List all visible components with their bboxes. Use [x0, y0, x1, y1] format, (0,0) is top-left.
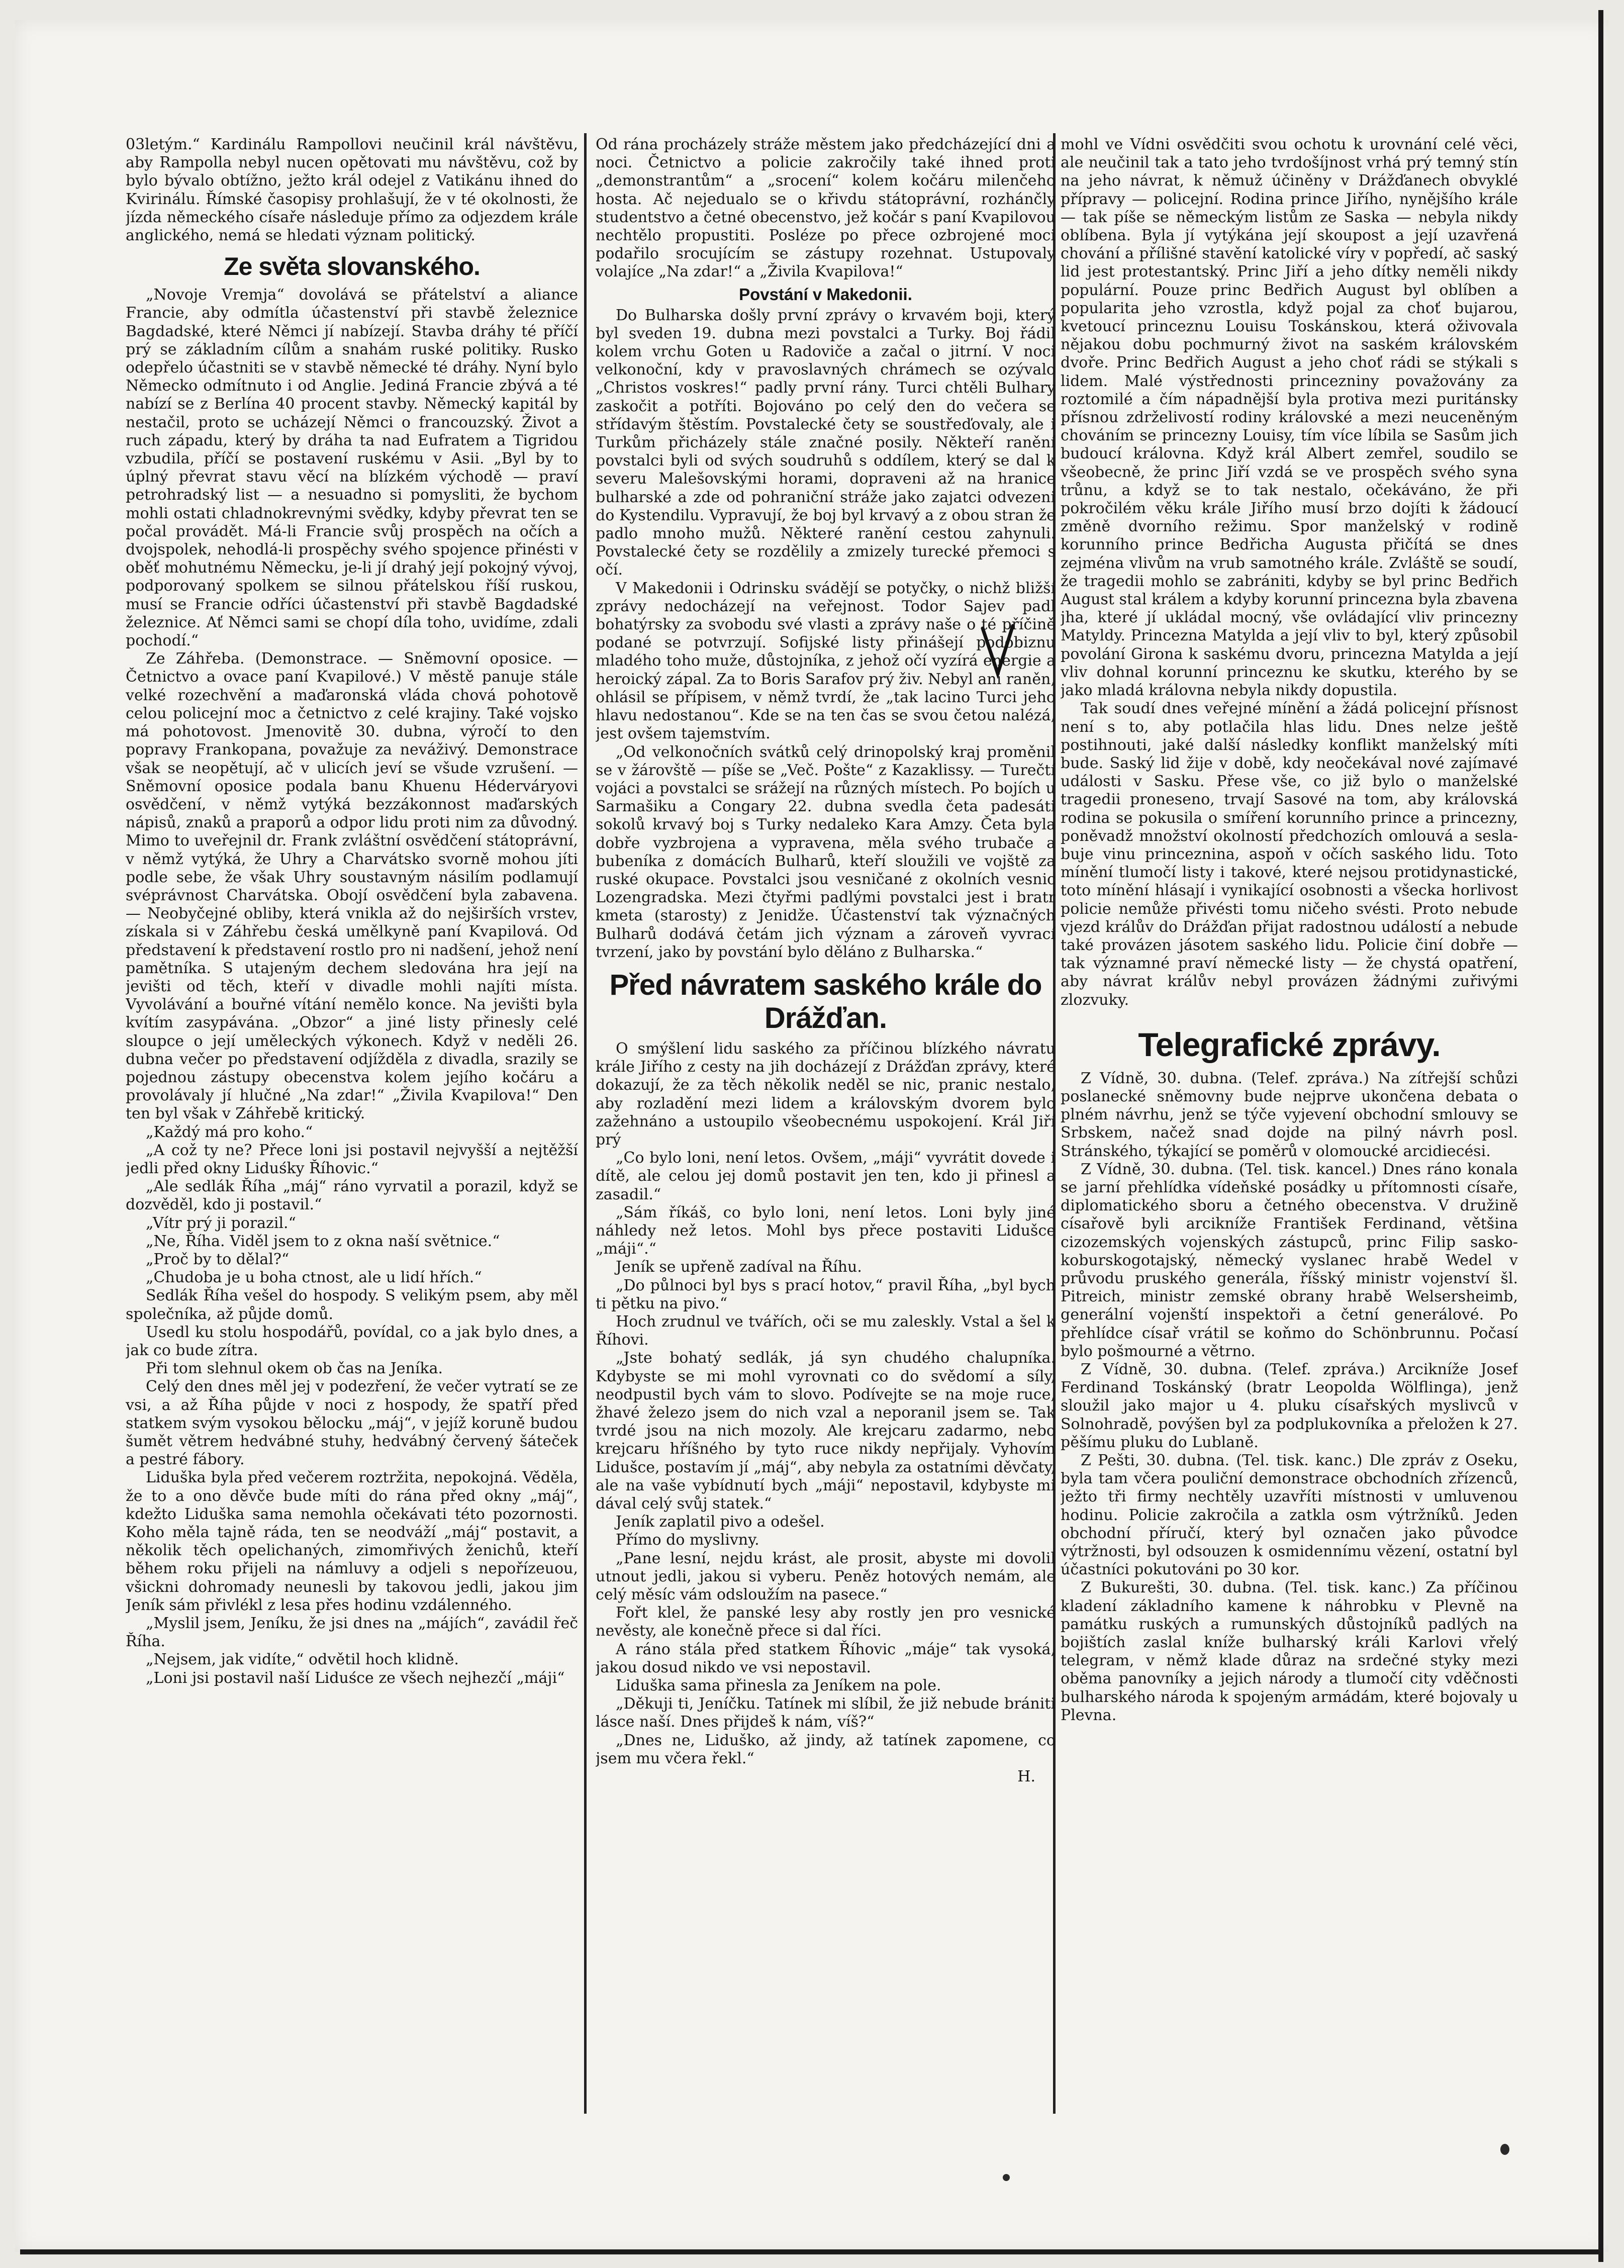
rampolla-paragraph: 03letým.“ Kardinálu Rampollovi neučinil král návštěvu, aby Rampolla nebyl nucen opětovati mu návštěvu, což by bylo bývalo obtížno, ježto král odejel z Vatikánu ihned do Kvirinálu. Římské časopisy prohlašují, že v té okolnosti, že jízda německého císaře následuje přímo za odjezdem krále anglického, nemá se hledati význam politický. — [126, 136, 578, 245]
story-paragraph: Sedlák Říha vešel do hospody. S velikým psem, aby měl společníka, až půjde domů. — [126, 1287, 578, 1323]
zagreb-paragraph: Ze Záhřeba. (Demonstrace. — Sněmovní oposice. — Četnictvo a ovace paní Kvapilové.) V městě panuje stále velké rozechvění a maďaronská vláda chová pohotově celou policejní moc a četnictvo z celé krajiny. Také vojsko má pohotovost. Jmenovitě 30. dubna, výročí to den popravy Frankopana, považuje za neváživý. Demonstrace však se neopětují, ač v ulicích jeví se všude vzrušení. — Sněmovní oposice podala banu Khuenu Héderváryovi osvědčení, v němž vytýká bezzákonnost maďarských nápisů, znaků a praporů a odpor lidu proti nim za důvodný. Mimo to uveřejnil dr. Frank zvláštní osvědčení státoprávní, v němž vytýká, že Uhry a Charvátsko svorně mohou jíti podle sebe, že však Uhry soustavným násilím podlamují svéprávnost Charvátska. Obojí osvědčení byla zabavena. — Neobyčejné obliby, která vnikla až do nejširších vrstev, získala si v Záhřebu česká umělkyně paní Kvapilová. Od představení k představení rostlo pro ni nadšení, jehož není pamětníka. S utajeným dechem sledována hra její na jevišti od těch, kteří v divadle mohli najíti místa. Vyvolávání a bouřné vítání nemělo konce. Na jevišti byla kvítím zasypávána. „Obzor“ a jiné listy přinesly celé sloupce o její uměleckých výkonech. Když v neděli 26. dubna večer po představení odjížděla z divadla, srazily se pojednou zástupy obecenstva kolem jejího kočáru a provolávaly jí hlučné „Na zdar!“ „Živila Kvapilova!“ Den ten byl však v Záhřebě kritický. — [126, 650, 578, 1123]
story-paragraph: Usedl ku stolu hospodářů, povídal, co a jak bylo dnes, a jak co bude zítra. — [126, 1323, 578, 1359]
column-divider-1 — [584, 133, 587, 2114]
story-dialogue: „Ale sedlák Říha „máj“ ráno vyrvatil a porazil, když se dozvěděl, kdo ji postavil.“ — [126, 1178, 578, 1214]
story-paragraph: Liduška byla před večerem roztržita, nepokojná. Věděla, že to a ono děvče bude míti do rána před okny „máj“, kdežto Liduška sama nemohla očekávati této pozornosti. Koho měla tajně ráda, ten se neodváží „máj“ postavit, a několik těch opelichaných, zimomřivých ženichů, kteří během roku přijeli na námluvy a odjeli s nepořízeuou, všickni dohromady neunesli by takovou jedli, jakou jim Jeník sám přivlékl z lesa přes hodinu vzdálenného. — [126, 1469, 578, 1614]
saxon-court-paragraph: mohl ve Vídni osvědčiti svou ochotu k urovnání celé věci, ale neučinil tak a tato jeho tvrdošíjnost vrhá prý temný stín na jeho návrat, k němuž účiněny v Drážďanech obvyklé přípravy — policejní. Rodina prince Jiřího, nynějšího krále — tak píše se německým listům ze Saska — nebyla nikdy oblíbena. Byla jí vytýkána její skoupost a její uzavřená chování a přílišné stavění katolické víry v popředí, ač saský lid jest protestantský. Princ Jiří a jeho dítky neměli nikdy populární. Pouze princ Bedřich August byl oblíben a popularita jeho vzrostla, když pojal za choť bujarou, kvetoucí princeznu Louisu Toskánskou, která oživovala nějakou dobu pochmurný život na saském královském dvoře. Princ Bedřich August a jeho choť rádi se stýkali s lidem. Malé výstřednosti princezniny považovány za roztomilé a čím nápadnější byla protiva mezi puritánsky přísnou zdrželivostí rodiny královské a mezi neuceněným chováním se princezny Louisy, tím více líbila se Sasům jich budoucí královna. Když král Albert zemřel, soudilo se všeobecně, že princ Jiří vzdá se ve prospěch svého syna trůnu, a když se to tak nestalo, očekáváno, že při pokročilém věku krále Jiřího musí brzo dojíti k žádoucí změně dvorního režimu. Spor manželský v rodině korunního prince Bedřicha Augusta přičítá se dnes zejména vlivům na vrub samotného krále. Zvláště se soudí, že tragedii mohlo se zabrániti, kdyby se byl princ Bedřich August stal králem a kdyby korunní princezna byla zbavena jha, které jí ukládal mocný, vše ovládající vliv princezny Matyldy. Princezna Matylda a její vliv to byl, který způsobil povolání Girona k saskému dvoru, princezna Matylda a její vliv dohnal korunní princeznu ke skutku, kterého by se jako mladá královna nebyla nikdy dopustila. — [1061, 136, 1518, 700]
telegram-item: Z Vídně, 30. dubna. (Telef. zpráva.) Na zítřejší schůzi poslanecké sněmovny bude nejprve ukončena debata o plném návrhu, jenž se týče vyjevení obchodní smlouvy se Srbskem, načež snad dojde na pilný návrh posl. Stránského, týkající se poměrů v olomoucké arcidiecési. — [1061, 1069, 1518, 1160]
story-dialogue: Jeník zaplatil pivo a odešel. — [616, 1513, 825, 1531]
zagreb-continued-paragraph: Od rána procházely stráže městem jako předcházející dni a noci. Četnictvo a policie zakročily také ihned proti „demonstrantům“ a „srocení“ kolem kočáru milenčeho hosta. Ač nejedualo se o křivdu státoprávní, rozhánčly studentstvo a četné obecenstvo, jež kočár s paní Kvapilovou nechtělo propustiti. Posléze po přece ozbrojené moci podařilo srocujícím se zástupy rozehnat. Ustupovaly volajíce „Na zdar!“ a „Živila Kvapilova!“ — [596, 136, 1056, 281]
telegram-item: Z Vídně, 30. dubna. (Tel. tisk. kancel.) Dnes ráno konala se jarní přehlídka vídeňské posádky u přítomnosti císaře, diplomatického sboru a četného obecenstva. V družině císařově byli arcikníže František Ferdinand, většina cizozemských vojenských zástupců, princ Filip sasko-koburskogotajský, německý vyslanec hrabě Wedel v průvodu pruského generála, říšský ministr vojenství šl. Pitreich, ministr zemské obrany hrabě Welsersheimb, generální vojenští inspektoři a četní generálové. Po přehlídce císař vrátil se koňmo do Schönbrunnu. Počasí bylo pošmourné a větrno. — [1061, 1160, 1518, 1360]
ink-blot — [1003, 2174, 1010, 2181]
story-dialogue: „Sám říkáš, co bylo loni, není letos. Loni byly jiné náhledy než letos. Mohl bys přece postaviti Lidušce „máji“.“ — [596, 1203, 1056, 1258]
story-paragraph: Celý den dnes měl jej v podezření, že večer vytratí se ze vsi, a až Říha půjde v noci z hospody, že spatří před statkem svým vysokou bělocku „máj“, v jejíž koruně budou šumět větrem hedvábné stuhy, hedvábný červený šáteček a pestré fábory. — [126, 1378, 578, 1469]
story-dialogue: „Každý má pro koho.“ — [146, 1123, 313, 1141]
macedonia-paragraph: Do Bulharska došly první zprávy o krvavém boji, který byl sveden 19. dubna mezi povstalci a Turky. Boj řádil kolem vrchu Goten u Radoviče a začal o jitrní. V noci velkonoční, kdy v pravoslavných chrámech se ozývalo „Christos voskres!“ padly první rány. Turci chtěli Bulhary zaskočit a potříti. Bojováno po celý den do večera se střídavým štěstím. Povstalecké čety se soustřeďovaly, ale i Turkům přicházely stále značné posily. Někteří ranění povstalci byli od svých soudruhů s oddílem, který se dal k severu Malešovskými horami, dopraveni až na hranice bulharské a zde od pohraniční stráže jako zajatci odvezeni do Kystendilu. Vypravují, že boj byl krvavý a z obou stran že padlo mnoho mužů. Některé ranění cestou zahynuli. Povstalecké čety se rozdělily a zmizely turecké přemoci s očí. — [596, 306, 1056, 579]
story-dialogue: „Loni jsi postavil naší Liduśce ze všech nejhezčí „máji“ — [146, 1669, 565, 1687]
story-dialogue: „Vítr prý ji porazil.“ — [146, 1214, 296, 1232]
author-signature: H. — [1017, 1768, 1035, 1786]
story-dialogue: A ráno stála před statkem Říhovic „máje“ tak vysoká, jakou dosud nikdo ve vsi nepostavil. — [596, 1640, 1056, 1676]
column-2 — [596, 136, 1056, 2126]
macedonia-paragraph: V Makedonii i Odrinsku svádějí se potyčky, o nichž bližší zprávy nedocházejí na veřejnost. Todor Sajev padl bohatýrsky za svobodu své vlasti a zprávy naše o té příčině podané se potvrzují. Sofijské listy přinášejí podobiznu mladého toho muže, důstojníka, z jehož očí vyzírá energie a heroický zápal. Za to Boris Sarafov prý živ. Nebyl ani raněn, ohlásil se přípisem, v němž tvrdí, že „tak lacino Turci jeho hlavu nedostanou“. Kde se na ten čas se svou četou nalézá, jest ovšem tajemstvím. — [596, 579, 1056, 743]
story-dialogue: „Děkuji ti, Jeníčku. Tatínek mi slíbil, že již nebude brániti lásce naší. Dnes přijdeš k nám, víš?“ — [596, 1695, 1056, 1731]
story-dialogue: „Myslil jsem, Jeníku, že jsi dnes na „májích“, zavádil řeč Říha. — [126, 1615, 578, 1651]
column-3 — [1061, 136, 1518, 2126]
column-1 — [126, 136, 578, 2126]
story-dialogue: „Do půlnoci byl bys s prací hotov,“ pravil Říha, „byl bych ti pětku na pivo.“ — [596, 1276, 1056, 1312]
page-border-right — [1598, 10, 1603, 2262]
story-paragraph: Při tom slehnul okem ob čas na Jeníka. — [146, 1360, 443, 1378]
section-heading-telegrams: Telegrafické zprávy. — [1138, 1025, 1441, 1063]
story-dialogue: Přímo do myslivny. — [616, 1531, 759, 1549]
saxon-court-paragraph: Tak soudí dnes veřejné mínění a žádá policejní přísnost není s to, aby potlačila hlas lidu. Dnes nelze ještě postihnouti, jaké další následky konflikt manželský míti bude. Saský lid žije v době, kdy neočekával nové zajímavé události v Sasku. Přese vše, co již bylo o manželské tragedii proneseno, trvají Sasové na tom, aby královská rodina se pokusila o smíření korunního prince a princezny, poněvadž množství okolností předchozích omlouvá a seslabuje vinu princeznina, aspoň v očích saského lidu. Toto mínění tlumočí listy i takové, které nejsou protidynastické, toto mínění hlásají i vynikající osobnosti a všecka horlivost policie nemůže přivésti tomu ničeho svésti. Proto nebude vjezd králův do Drážďan přijat radostnou událostí a nebude také provázen jásotem saského lidu. Policie činí dobře — tak významné praví německé listy — že chystá opatření, aby návrat králův nebyl provázen žádnými zuřivými zlozvuky. — [1061, 700, 1518, 1009]
story-dialogue: „Nejsem, jak vidíte,“ odvětil hoch klidně. — [146, 1651, 459, 1669]
telegram-item: Z Vídně, 30. dubna. (Telef. zpráva.) Arcikníže Josef Ferdinand Toskánský (bratr Leopolda Wölflinga), jenž sloužil jako major u 4. pluku císařských myslivců v Solnohradě, povýšen byl za podplukovníka a přeložen k 27. pěšímu pluku do Lublaně. — [1061, 1361, 1518, 1451]
novoje-vremja-paragraph: „Novoje Vremja“ dovolává se přátelství a aliance Francie, aby odmítla účastenství při stavbě železnice Bagdadské, které Němci jí nabízejí. Stavba dráhy té příčí prý se základním cílům a snahám ruské politiky. Rusko odepřelo účastniti se v stavbě německé té dráhy. Nyní bylo Německo odmítnuto i od Anglie. Jediná Francie zbývá a té nabízí se z Berlína 40 procent stavby. Německý kapitál by nestačil, proto se ucházejí Němci o francouzský. Život a ruch západu, který by dráha ta nad Eufratem a Tigridou vzbudila, příčí se postavení ruskému v Asii. „Byl by to úplný převrat stavu věcí na blízkém východě — praví petrohradský list — a nesuadno si pomysliti, že bychom mohli ostati chladnokrevnými svědky, kdyby převrat ten se počal provádět. Má-li Francie svůj prospěch na očích a dvojspolek, nehodlá-li prospěchy svého spojence přinésti v oběť mohutnému Německu, je-li jí drahý její pokojný vývoj, podporovaný spolkem se silnou přátelskou říší ruskou, musí se Francie odříci účastenství při stavbě Bagdadské železnice. Ať Němci sami se chopí díla toho, uvidíme, zdali pochodí.“ — [126, 286, 578, 650]
story-dialogue: „Jste bohatý sedlák, já syn chudého chalupníka. Kdybyste se mi mohl vyrovnati co do svědomí a síly, neodpustil bych vám to slovo. Podívejte se na moje ruce, žhavé železo jsem do nich vzal a neporanil jsem se. Tak tvrdé jsou na nich mozoly. Ale krejcaru zadarmo, nebo krejcaru hříšného by tyto ruce nikdy nepřijaly. Vyhovím Lidušce, postavím jí „máj“, aby nebyla za ostatními děvčaty, ale na vaše vybídnutí bych „máji“ nepostavil, kdybyste mi dával celý svůj statek.“ — [596, 1349, 1056, 1513]
story-dialogue: Jeník se upřeně zadíval na Říhu. — [616, 1258, 862, 1276]
story-dialogue: „A což ty ne? Přece loni jsi postavil nejvyšší a nejtěžší jedli před okny Liduśky Říhovic.“ — [126, 1141, 578, 1177]
telegram-item: Z Pešti, 30. dubna. (Tel. tisk. kanc.) Dle zpráv z Oseku, byla tam včera pouliční demonstrace obchodních zřízenců, ježto tři firmy nechtěly uzavříti místnosti v umluvenou hodinu. Policie zakročila a zatkla osm výtržníků. Jeden obchodní příručí, který byl označen jako původce výtržnosti, byl odsouzen k osmidennímu vězení, ostatní byl účastníci pokutováni po 30 kor. — [1061, 1452, 1518, 1579]
story-dialogue: „Dnes ne, Liduško, až jindy, až tatínek zapomene, co jsem mu včera řekl.“ — [596, 1731, 1056, 1767]
handwritten-check-mark-icon — [980, 623, 1015, 679]
ink-blot — [1500, 2144, 1509, 2155]
story-dialogue: Fořt klel, že panské lesy aby rostly jen pro vesnické nevěsty, ale konečně přece si dal říci. — [596, 1604, 1056, 1640]
story-dialogue: „Pane lesní, nejdu krást, ale prosit, abyste mi dovolil utnout jedli, jakou si vyberu. Peněz hotových nemám, ale celý měsíc vám odsloužím na pasece.“ — [596, 1549, 1056, 1604]
story-dialogue: Liduška sama přinesla za Jeníkem na pole. — [616, 1677, 941, 1695]
saxon-king-paragraph: O smýšlení lidu saského za příčinou blízkého návratu krále Jiřího z cesty na jih docházejí z Drážďan zprávy, které dokazují, že za těch několik neděl se nic, pranic nestalo, aby rozladění mezi lidem a královským dvorem bylo zažehnáno a ustoupilo všeobecnému uspokojení. Král Jiří prý — [596, 1040, 1056, 1149]
story-dialogue: „Proč by to dělal?“ — [146, 1250, 290, 1268]
story-dialogue: „Co bylo loni, není letos. Ovšem, „máji“ vyvrátit dovede i dítě, ale celou jej domů postavit jen ten, kdo ji přinesl a zasadil.“ — [596, 1149, 1056, 1203]
section-heading-slavic-world: Ze světa slovanského. — [224, 252, 480, 281]
story-dialogue: „Ne, Říha. Viděl jsem to z okna naší světnice.“ — [146, 1232, 500, 1250]
macedonia-paragraph: „Od velkonočních svátků celý drinopolský kraj proměnil se v žárovště — píše se „Več. Pošte“ z Kazaklissy. — Turečtí vojáci a povstalci se srážejí na různých místech. Po bojích u Sarmašiku a Congary 22. dubna svedla četa padesáti sokolů krvavý boj s Turky nedaleko Kara Amzy. Četa byla dobře vyzbrojena a vypravena, měla svého trubače a bubeníka z domácích Bulharů, kteří sloužili ve vojště za ruské okupace. Povstalci jsou vesničané z okolních vesnic Lozengradska. Mezi čtyřmi padlými povstalci jest i bratr kmeta (starosty) z Jenidže. Účastenství tak význačných Bulharů dodává četám jich význam a zároveň vyvrací tvrzení, jako by povstání bylo děláno z Bulharska.“ — [596, 743, 1056, 961]
telegram-item: Z Bukurešti, 30. dubna. (Tel. tisk. kanc.) Za příčinou kladení základního kamene k náhrobku v Plevně na památku ruských a rumunských důstojníků padlých na bojištích zaslal kníže bulharský králi Karlovi vřelý telegram, v němž klade důraz na srdečné styky mezi oběma panovníky a jejich národy a tlumočí city vděčnosti bulharského národa k spojeným armádám, které bojovaly u Plevna. — [1061, 1579, 1518, 1724]
story-paragraph: Hoch zrudnul ve tvářích, oči se mu zaleskly. Vstal a šel k Říhovi. — [596, 1312, 1056, 1349]
section-heading-macedonia: Povstání v Makedonii. — [739, 285, 912, 304]
story-dialogue: „Chudoba je u boha ctnost, ale u lidí hřích.“ — [146, 1269, 482, 1287]
page-border-bottom — [20, 2249, 1603, 2254]
section-heading-saxon-king: Před návratem saského krále do Drážďan. — [609, 968, 1042, 1034]
